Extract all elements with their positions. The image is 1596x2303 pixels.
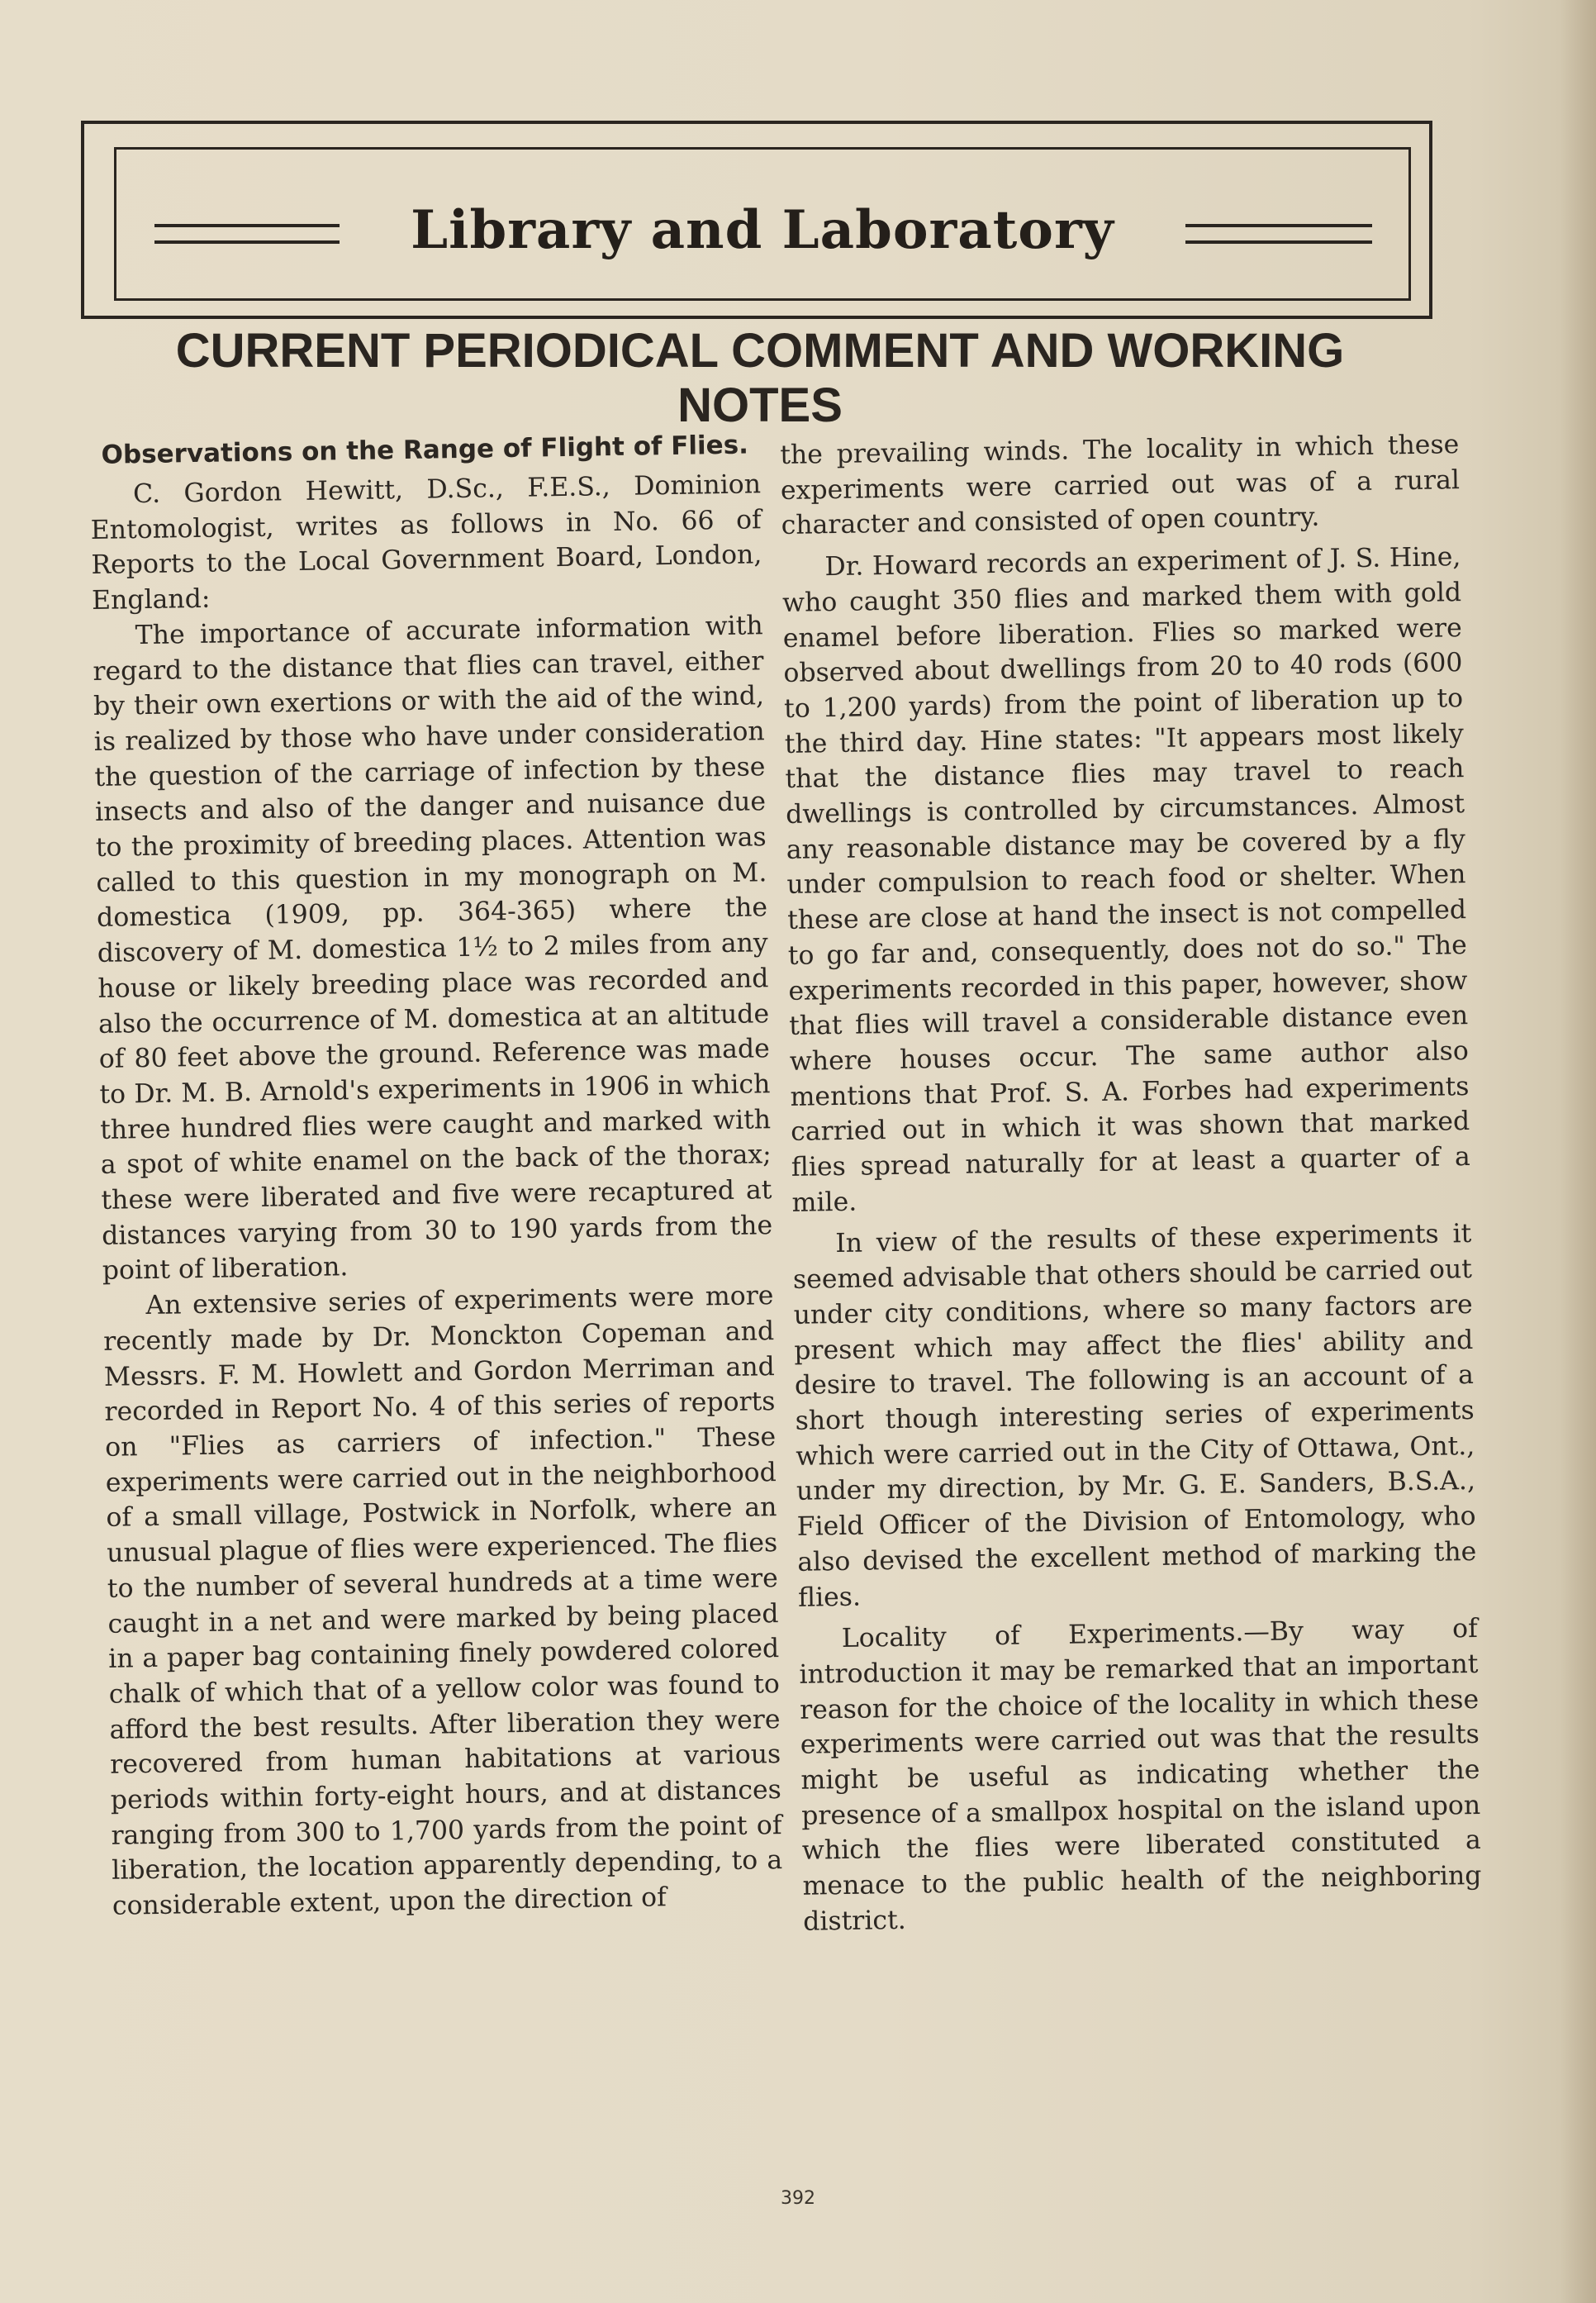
paragraph: In view of the results of these experiments it seemed advisable that others should be carried out under city conditions, where so many factors are present which may affect the flies' ability and desire to travel. The following is an account of a short though interesting series of experiments which were carried out in the City of Ottawa, Ont., under my direction, by Mr. G. E. Sanders, B.S.A., Field Officer of the Division of Entomology, who also devised the excellent method of marking the flies. bbox=[792, 1219, 1477, 1613]
paragraph: Dr. Howard records an experiment of J. S. Hine, who caught 350 flies and marked them with gold enamel before liberation. Flies so marked were observed about dwellings from 20 to 40 rods (600 to 1,200 yards) from the point of liberation up to the third day. Hine states: "It appears most likely that the distance flies may travel to reach dwellings is controlled by circumstances. Almost any reasonable distance may be covered by a fly under compulsion to reach food or shelter. When these are close at hand the insect is not compelled to go far and, consequently, does not do so." The experiments recorded in this paper, however, show that flies will travel a considerable distance even where houses occur. The same author also mentions that Prof. S. A. Forbes had experiments carried out in which it was shown that marked flies spread naturally for at least a quarter of a mile. bbox=[781, 542, 1471, 1218]
paragraph: The importance of accurate information with regard to the distance that flies can travel, either by their own exertions or with the aid of the wind, is realized by those who have under consideration the question of the carriage of infection by these insects and also of the danger and nuisance due to the proximity of breeding places. Attention was called to this question in my monograph on M. domestica (1909, pp. 364-365) where the discovery of M. domestica 1½ to 2 miles from any house or likely breeding place was recorded and also the occurrence of M. domestica at an altitude of 80 feet above the ground. Reference was made to Dr. M. B. Arnold's experiments in 1906 in which three hundred flies were caught and marked with a spot of white enamel on the back of the thorax; these were liberated and five were recaptured at distances varying from 30 to 190 yards from the point of liberation. bbox=[93, 611, 773, 1287]
header-rule-right bbox=[1185, 224, 1372, 244]
section-banner-title: Library and Laboratory bbox=[411, 199, 1114, 261]
paragraph: An extensive series of experiments were more recently made by Dr. Monckton Copeman and Messrs. F. M. Howlett and Gordon Merriman and recorded in Report No. 4 of this series of reports on "Flies as carriers of infection." These experiments were carried out in the neighborhood of a small village, Postwick in Norfolk, where an unusual plague of flies were experienced. The flies to the number of several hundreds at a time were caught in a net and were marked by being placed in a paper bag containing finely powdered colored chalk of which that of a yellow color was found to afford the best results. After liberation they were recovered from human habitations at various periods within forty-eight hours, and at distances ranging from 300 to 1,700 yards from the point of liberation, the location apparently depending, to a considerable extent, upon the direction of bbox=[102, 1281, 783, 1921]
page-edge-shadow bbox=[1560, 0, 1596, 2303]
page-number: 392 bbox=[781, 2188, 815, 2209]
paragraph: Locality of Experiments.—By way of introduction it may be remarked that an important reason for the choice of the locality in which these experiments were carried out was that the results might be useful as indicating whether the presence of a smallpox hospital on the island upon which the flies were liberated constituted a menace to the public health of the neighboring district. bbox=[799, 1614, 1482, 1937]
paragraph: C. Gordon Hewitt, D.Sc., F.E.S., Dominion Entomologist, writes as follows in No. 66 of Reports to the Local Government Board, London, England: bbox=[90, 469, 762, 616]
article-title: CURRENT PERIODICAL COMMENT AND WORKING NOTES bbox=[175, 324, 1345, 432]
right-column bbox=[780, 427, 1482, 1939]
header-inner-frame bbox=[114, 147, 1411, 301]
left-column bbox=[89, 427, 783, 1924]
section-heading: Observations on the Range of Flight of Flies. bbox=[101, 430, 749, 470]
paragraph: the prevailing winds. The locality in which these experiments were carried out was of a rural character and consisted of open country. bbox=[780, 430, 1461, 541]
